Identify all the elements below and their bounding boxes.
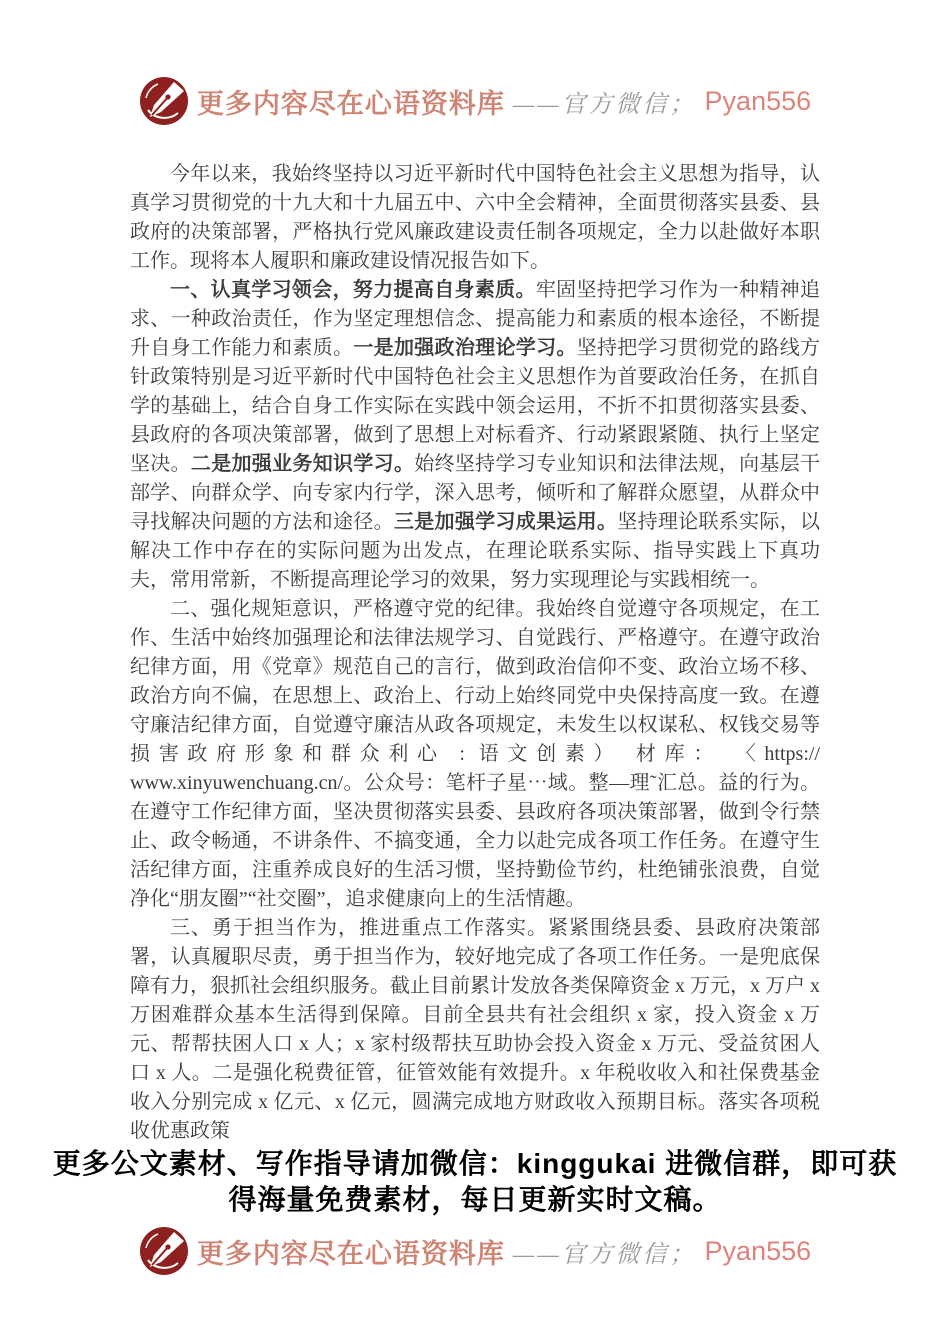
section-heading: 一是加强政治理论学习。 [353,337,577,359]
watermark-wechat-label: ——官方微信； [512,1241,697,1268]
text-segment: 坚持把学习贯彻党的路线方针政策特别是习近平新时代中国特色社会主义思想作为首要政治任务，在抓自学的基础上，结合自身工作实际在实践中领会运用，不折不扣贯彻落实县委、县政府的各项决策部署，做到了思想上对标看齐、行动紧跟紧随、执行上坚定坚决。 [130,337,821,475]
pen-nib-icon [139,1226,189,1276]
watermark-wechat-label: ——官方微信； [512,91,697,118]
text-segment: 牢固坚持把学习作为一种精神追求、一种政治责任，作为坚定理想信念、提高能力和素质的根本途径，不断提升自身工作能力和素质。 [130,279,821,359]
watermark-brand-text: 更多内容尽在心语资料库 [196,1238,505,1269]
pen-nib-icon [139,76,189,126]
watermark-bottom [0,1226,950,1276]
watermark-wechat-account: Pyan556 [704,85,812,116]
text-segment: 坚持理论联系实际，以解决工作中存在的实际问题为出发点，在理论联系实际、指导实践上下真功夫，常用常新，不断提高理论学习的效果，努力实现理论与实践相统一。 [130,511,821,591]
section-heading: 一、认真学习领会，努力提高自身素质。 [170,279,536,301]
paragraph [130,276,820,595]
text-segment: 今年以来，我始终坚持以习近平新时代中国特色社会主义思想为指导，认真学习贯彻党的十九大和十九届五中、六中全会精神，全面贯彻落实县委、县政府的决策部署，严格执行党风廉政建设责任制各项规定，全力以赴做好本职工作。现将本人履职和廉政建设情况报告如下。 [130,163,820,272]
section-heading: 三是加强学习成果运用。 [393,511,618,533]
watermark-wechat-account: Pyan556 [704,1235,812,1266]
paragraph [130,914,820,1146]
text-segment: 三、勇于担当作为，推进重点工作落实。紧紧围绕县委、县政府决策部署，认真履职尽责，勇于担当作为，较好地完成了各项工作任务。一是兜底保障有力，狠抓社会组织服务。截止目前累计发放各类保障资金 x 万元，x 万户 x 万困难群众基本生活得到保障。目前全县共有社会组织 x 家，投入资金 x 万元、帮帮扶困人口 x 人；x 家村级帮扶互助协会投入资金 x 万元、受益贫困人口 x 人。二是强化税费征管，征管效能有效提升。x 年税收收入和社保费基金收入分别完成 x 亿元、x 亿元，圆满完成地方财政收入预期目标。落实各项税收优惠政策 [130,917,820,1142]
text-segment: 二、强化规矩意识，严格遵守党的纪律。我始终自觉遵守各项规定，在工作、生活中始终加强理论和法律法规学习、自觉践行、严格遵守。在遵守政治纪律方面，用《党章》规范自己的言行，做到政治信仰不变、政治立场不移、政治方向不偏，在思想上、政治上、行动上始终同党中央保持高度一致。在遵守廉洁纪律方面，自觉遵守廉洁从政各项规定，未发生以权谋私、权钱交易等损害政府形象和群众利心 : 语文创素） 材库： 〈https://​www.xinyuwenchuang.cn/。公众号：笔杆子星⋯域。整—理˜汇总。益的行为。在遵守工作纪律方面，坚决贯彻落实县委、县政府各项决策部署，做到令行禁止、政令畅通，不讲条件、不搞变通，全力以赴完成各项工作任务。在遵守生活纪律方面，注重养成良好的生活习惯，坚持勤俭节约，杜绝铺张浪费，自觉净化“朋友圈”“社交圈”，追求健康向上的生活情趣。 [130,598,820,910]
section-heading: 二是加强业务知识学习。 [190,453,415,475]
watermark-top [0,0,950,126]
text-segment: 始终坚持学习专业知识和法律法规，向基层干部学、向群众学、向专家内行学，深入思考，倾听和了解群众愿望，从群众中寻找解决问题的方法和途径。 [130,453,821,533]
watermark-brand-text: 更多内容尽在心语资料库 [196,88,505,119]
paragraph [130,160,820,276]
document-body [130,160,820,1146]
paragraph [130,595,820,914]
promo-banner: 更多公文素材、写作指导请加微信：kinggukai 进微信群，即可获得海量免费素材，每日更新实时文稿。 [52,1148,898,1215]
